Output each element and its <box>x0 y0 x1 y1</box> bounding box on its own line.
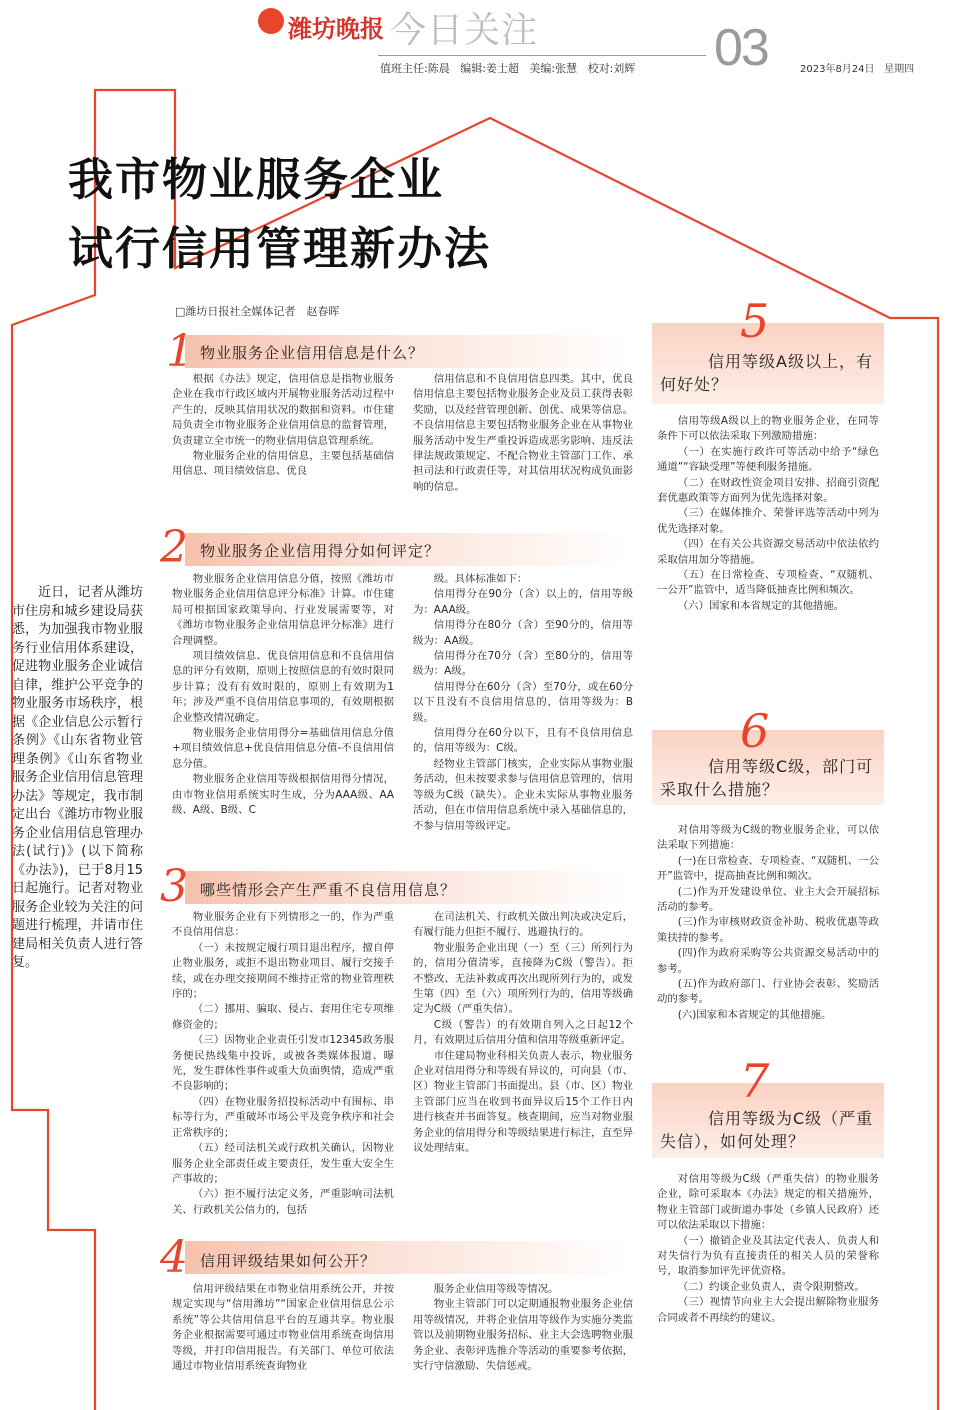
section-1-col-a <box>172 372 394 480</box>
section-2-col-a <box>172 572 394 819</box>
section-7-body <box>657 1172 879 1326</box>
paragraph: 物业服务企业信用等级根据信用得分情况，由市物业信用系统实时生成，分为AAA级、AA级、A级、B级、C <box>172 773 394 817</box>
page-number: 03 <box>714 19 768 77</box>
paragraph: （六）拒不履行法定义务，严重影响司法机关、行政机关公信力的，包括 <box>172 1188 394 1216</box>
paragraph: 信用得分在60分（含）至70分，或在60分以下且没有不良信用信息的，信用等级为：B级。 <box>413 680 633 724</box>
paragraph: (一)在日常检查、专项检查、“双随机、一公开”监管中，提高抽查比例和频次。 <box>657 854 879 883</box>
paragraph: （二）在财政性资金项目安排、招商引资配套优惠政策等方面列为优先选择对象。 <box>657 476 879 505</box>
paragraph: 物业服务企业有下列情形之一的，作为严重不良信用信息： <box>172 911 394 939</box>
question-number-5: 5 <box>740 294 770 348</box>
section-title: 今日关注 <box>390 10 539 51</box>
section-4-col-b <box>413 1282 633 1374</box>
issue-date: 2023年8月24日 星期四 <box>800 64 915 75</box>
paragraph: 物业服务企业信用信息分值，按照《潍坊市物业服务企业信用信息评分标准》计算。市住建局可根据国家政策导向、行业发展需要等，对《潍坊市物业服务企业信用信息评分标准》进行合理调整。 <box>172 573 394 647</box>
paragraph: (六)国家和本省规定的其他措施。 <box>677 1008 832 1021</box>
paragraph: 市住建局物业科相关负责人表示，物业服务企业对信用得分和等级有异议的，可向县（市、区）物业主管部门书面提出。县（市、区）物业主管部门应当在收到书面异议后15个工作日内进行核查并书面答复。核查期间，应当对物业服务企业的信用得分和等级结果进行标注，直至异议处理结束。 <box>413 1049 633 1155</box>
paragraph: （三）因物业企业责任引发市12345政务服务便民热线集中投诉，或被各类媒体报道、曝光，发生群体性事件或重大负面舆情，造成严重不良影响的； <box>172 1034 394 1093</box>
paragraph: 根据《办法》规定，信用信息是指物业服务企业在我市行政区域内开展物业服务活动过程中产生的，反映其信用状况的数据和资料。市住建局负责全市物业服务企业信用信息的监督管理，负责建立全市统一的物业信用信息管理系统。 <box>172 373 394 447</box>
paragraph: （五）在日常检查、专项检查、“双随机、一公开”监管中，适当降低抽查比例和频次。 <box>657 569 879 597</box>
question-number-3: 3 <box>160 861 188 912</box>
question-title-6: 信用等级C级，部门可采取什么措施？ <box>660 757 874 799</box>
paragraph: 信用信息和不良信用信息四类。其中，优良信用信息主要包括物业服务企业及员工获得表彰奖励，以及经营管理创新、创优、成果等信息。不良信用信息主要包括物业服务企业在从事物业服务活动中发生严重投诉造成恶劣影响、违反法律法规政策规定、不配合物业主管部门工作、承担司法和行政责任等，对其信用状况构成负面影响的信息。 <box>413 373 633 493</box>
headline-line-1: 我市物业服务企业 <box>68 153 445 206</box>
paragraph: 物业服务企业信用得分=基础信用信息分值+项目绩效信息+优良信用信息分值-不良信用信息分值。 <box>172 727 394 770</box>
paragraph: 级。具体标准如下： <box>433 573 528 585</box>
paragraph: (四)作为政府采购等公共资源交易活动中的参考。 <box>657 947 879 975</box>
paragraph: （二）挪用、骗取、侵占、套用住宅专项维修资金的； <box>172 1003 394 1031</box>
section-2-col-b <box>413 572 633 834</box>
byline: □潍坊日报社全媒体记者 赵春晖 <box>175 305 340 318</box>
question-title-4: 信用评级结果如何公开？ <box>200 1252 377 1270</box>
question-title-5: 信用等级A级以上，有何好处？ <box>660 352 873 394</box>
section-1-col-b <box>413 372 633 495</box>
section-6-body <box>657 823 879 1023</box>
paragraph: 对信用等级为C级（严重失信）的物业服务企业，除可采取本《办法》规定的相关措施外，物业主管部门或街道办事处（乡镇人民政府）还可以依法采取以下措施： <box>657 1173 879 1232</box>
paragraph: （四）在有关公共资源交易活动中依法依约采取信用加分等措施。 <box>657 538 879 566</box>
paragraph: （二）约谈企业负责人，责令限期整改。 <box>677 1280 865 1293</box>
newspaper-logo: 潍坊晚报 <box>288 14 384 43</box>
question-title-2: 物业服务企业信用得分如何评定？ <box>200 542 441 560</box>
question-title-1: 物业服务企业信用信息是什么？ <box>200 344 425 362</box>
headline-line-2: 试行信用管理新办法 <box>68 222 492 275</box>
paragraph: (五)作为政府部门、行业协会表彰、奖励活动的参考。 <box>657 978 879 1006</box>
question-number-2: 2 <box>160 522 188 573</box>
lead-paragraph: 近日，记者从潍坊市住房和城乡建设局获悉，为加强我市物业服务行业信用体系建设，促进物业服务企业诚信自律，维护公平竞争的物业服务市场秩序，根据《企业信息公示暂行条例》《山东省物业管理条例》《山东省物业服务企业信用信息管理办法》等规定，我市制定出台《潍坊市物业服务企业信用信息管理办法(试行)》(以下简称《办法》)，已于8月15日起施行。记者对物业服务企业较为关注的问题进行梳理，并请市住建局相关负责人进行答复。 <box>12 585 143 970</box>
paragraph: （五）经司法机关或行政机关确认，因物业服务企业全部责任或主要责任，发生重大安全生产事故的； <box>172 1142 394 1185</box>
paragraph: 信用得分在80分（含）至90分的，信用等级为：AA级。 <box>413 619 633 647</box>
question-number-6: 6 <box>740 704 770 758</box>
question-title-7: 信用等级为C级（严重失信），如何处理？ <box>660 1109 874 1151</box>
section-4-col-a <box>172 1282 394 1374</box>
paragraph: （六）国家和本省规定的其他措施。 <box>677 599 845 612</box>
paragraph: (二)作为开发建设单位、业主大会开展招标活动的参考。 <box>657 885 879 914</box>
paragraph: C级（警告）的有效期自列入之日起12个月，有效期过后信用分值和信用等级重新评定。 <box>413 1018 633 1047</box>
paragraph: （三）在媒体推介、荣誉评选等活动中列为优先选择对象。 <box>657 507 879 535</box>
editor-credits: 值班主任:陈晨 编辑:姜士超 美编:张慧 校对:刘辉 <box>380 62 636 75</box>
question-number-7: 7 <box>740 1054 770 1108</box>
paragraph: （一）在实施行政许可等活动中给予“绿色通道”“容缺受理”等便利服务措施。 <box>657 445 879 474</box>
paragraph: 对信用等级为C级的物业服务企业，可以依法采取下列措施： <box>657 824 879 852</box>
question-title-3: 哪些情形会产生严重不良信用信息？ <box>200 881 457 899</box>
paragraph: 物业服务企业出现（一）至（三）所列行为的，信用分值清零，直接降为C级（警告）。拒不整改、无法补救或再次出现所列行为的，或发生第（四）至（六）项所列行为的，信用等级确定为C级（严重失信）。 <box>413 941 633 1016</box>
section-3-col-b <box>413 910 633 1157</box>
paragraph: （四）在物业服务招投标活动中有围标、串标等行为，严重破坏市场公平及竞争秩序和社会正常秩序的； <box>172 1095 394 1139</box>
paragraph: （一）撤销企业及其法定代表人、负责人和对失信行为负有直接责任的相关人员的荣誉称号，取消参加评先评优资格。 <box>657 1234 879 1278</box>
paragraph: 经物业主管部门核实，企业实际从事物业服务活动，但未按要求参与信用信息管理的，信用等级为C级（缺失）。企业未实际从事物业服务活动，但在市信用信息系统中录入基础信息的，不参与信用等级评定。 <box>413 757 633 832</box>
paragraph: （一）未按规定履行项目退出程序，擅自停止物业服务，或拒不退出物业项目、履行交接手续，或在办理交接期间不维持正常的物业管理秩序的； <box>172 941 394 1001</box>
paragraph: （三）视情节向业主大会提出解除物业服务合同或者不再续约的建议。 <box>657 1296 879 1324</box>
paragraph: 物业服务企业的信用信息，主要包括基础信用信息、项目绩效信息、优良 <box>172 450 394 478</box>
question-number-4: 4 <box>160 1232 188 1283</box>
paragraph: 项目绩效信息、优良信用信息和不良信用信息的评分有效期，原则上按照信息的有效时限同步计算；没有有效时限的，原则上有效期为1年；涉及严重不良信用信息事项的，有效期根据企业整改情况确定。 <box>172 650 394 724</box>
section-3-col-a <box>172 910 394 1218</box>
masthead-rule <box>378 55 706 56</box>
paragraph: 物业主管部门可以定期通报物业服务企业信用等级情况，并将企业信用等级作为实施分类监管以及前期物业服务招标、业主大会选聘物业服务企业、表彰评选推介等活动的重要参考依据，实行守信激励、失信惩戒。 <box>413 1298 633 1373</box>
paragraph: 服务企业信用等级等情况。 <box>433 1283 559 1295</box>
paragraph: 信用评级结果在市物业信用系统公开，并按规定实现与“信用潍坊”“国家企业信用信息公示系统”等公共信用信息平台的互通共享。物业服务企业根据需要可通过市物业信用系统查询信用等级，并打印信用报告。有关部门、单位可依法通过市物业信用系统查询物业 <box>172 1283 394 1373</box>
paragraph: 信用得分在90分（含）以上的，信用等级为：AAA级。 <box>413 588 633 616</box>
paragraph: 信用得分在70分（含）至80分的，信用等级为：A级。 <box>413 650 633 678</box>
paragraph: 在司法机关、行政机关做出判决或决定后，有履行能力但拒不履行、逃避执行的。 <box>413 911 633 939</box>
question-number-1: 1 <box>166 326 194 377</box>
section-5-body <box>657 414 879 614</box>
paragraph: (三)作为审核财政资金补助、税收优惠等政策扶持的参考。 <box>657 916 879 944</box>
paragraph: 信用得分在60分以下，且有不良信用信息的，信用等级为：C级。 <box>413 727 633 755</box>
newspaper-logo-icon <box>258 8 284 34</box>
paragraph: 信用等级A级以上的物业服务企业，在同等条件下可以依法采取下列激励措施： <box>657 415 879 443</box>
